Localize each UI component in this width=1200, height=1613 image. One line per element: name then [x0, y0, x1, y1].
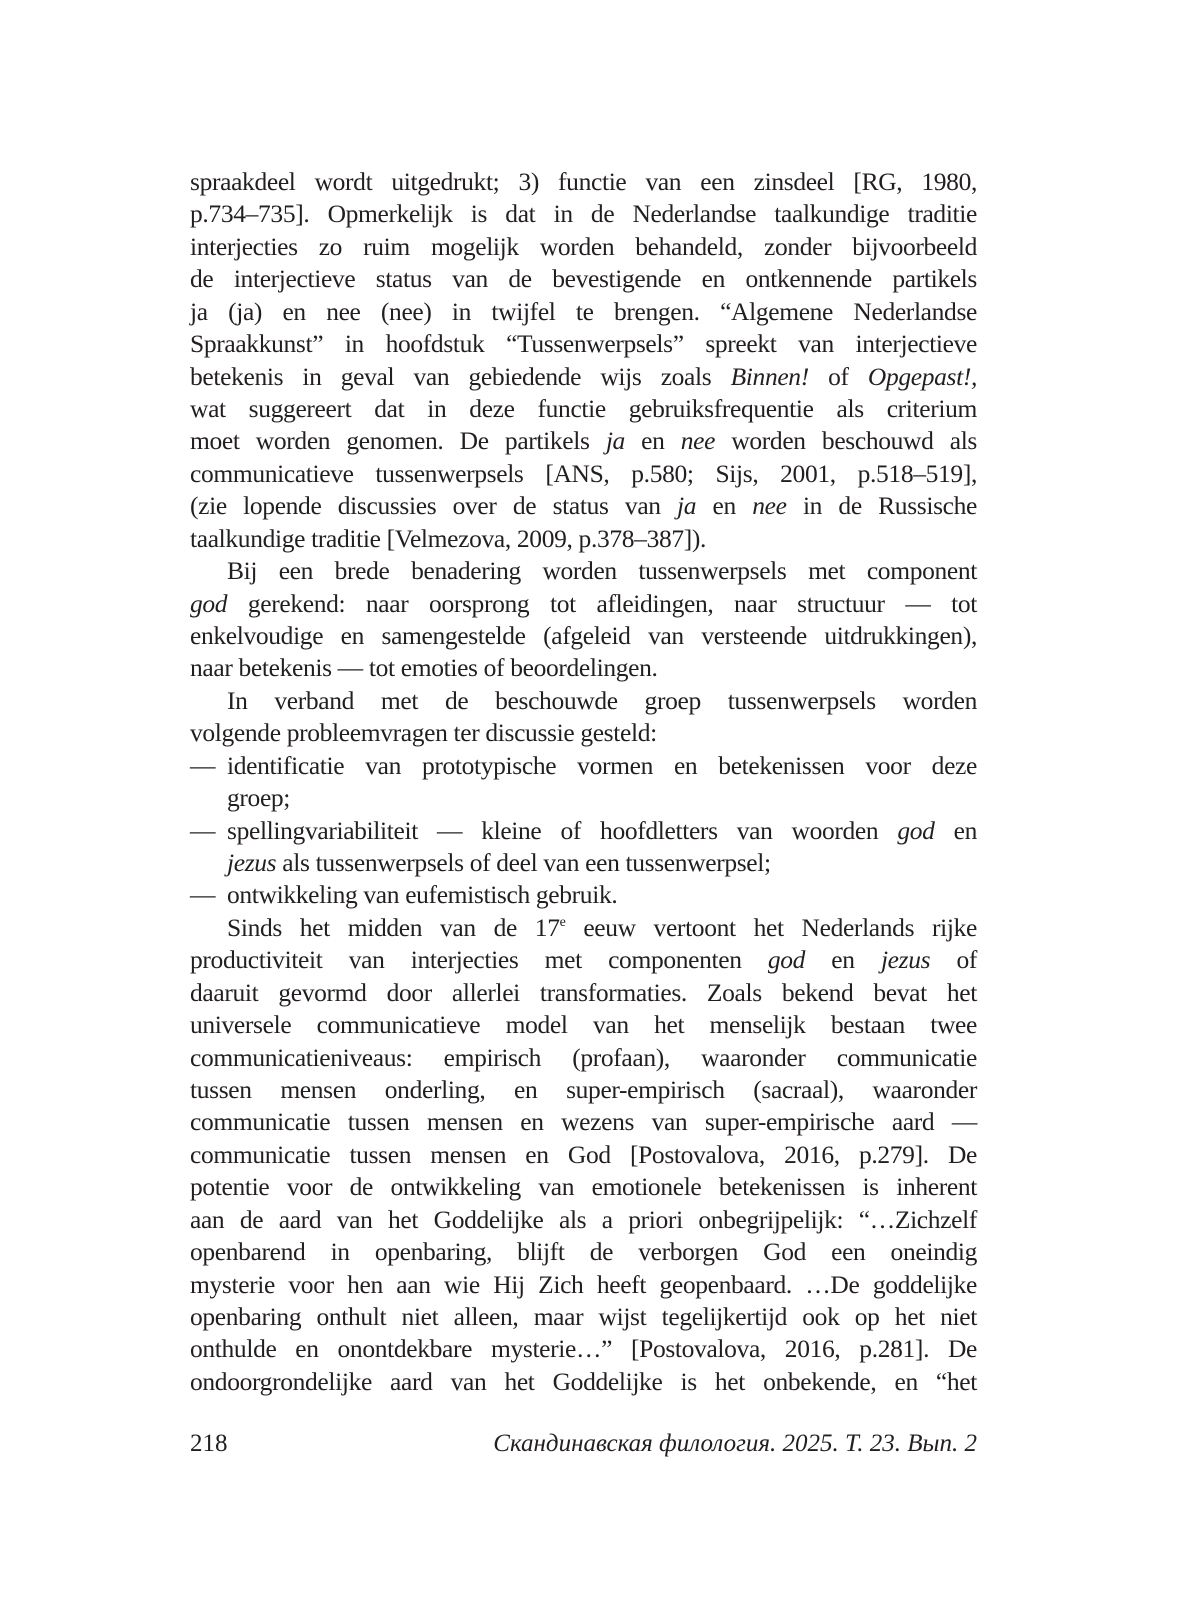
text-segment: volgende probleemvragen ter discussie gesteld:: [190, 718, 657, 748]
text-line: [190, 425, 977, 457]
text-segment: wat suggereert dat in deze functie gebruiksfrequentie als criterium: [190, 394, 977, 423]
text-line: [190, 1171, 977, 1203]
text-segment: moet worden genomen. De partikels: [190, 426, 606, 456]
text-line: [190, 166, 977, 198]
text-segment: identificatie van prototypische vormen en betekenissen voor deze: [227, 750, 977, 780]
text-segment: openbarend in openbaring, blijft de verborgen God een oneindig: [190, 1237, 977, 1267]
italic-term: jezus: [880, 945, 931, 975]
text-line: [190, 879, 977, 911]
text-line: [227, 847, 977, 879]
text-line: [190, 490, 977, 522]
italic-term: ja: [677, 491, 697, 521]
list-dash: —: [190, 815, 216, 845]
text-segment: p.734–735]. Opmerkelijk is dat in de Nederlandse taalkundige traditie: [190, 199, 977, 229]
text-line: [190, 1333, 977, 1365]
text-line: [190, 717, 977, 749]
text-segment: ondoorgrondelijke aard van het Goddelijke is het onbekende, en “het: [190, 1366, 977, 1396]
italic-term: Opgepast!,: [867, 361, 977, 391]
text-segment: openbaring onthult niet alleen, maar wijst tegelijkertijd ook op het niet: [190, 1302, 977, 1332]
text-segment: of: [808, 361, 868, 391]
text-segment: (zie lopende discussies over de status van: [190, 491, 678, 521]
text-line: [190, 1301, 977, 1333]
text-segment: Spraakkunst” in hoofdstuk “Tussenwerpsels” spreekt van interjectieve: [190, 329, 977, 359]
text-segment: mysterie voor hen aan wie Hij Zich heeft geopenbaard. …De goddelijke: [190, 1269, 977, 1299]
text-segment: spraakdeel wordt uitgedrukt; 3) functie van een zinsdeel [RG, 1980,: [190, 167, 977, 196]
text-segment: eeuw vertoont het Nederlands rijke: [565, 912, 977, 942]
text-segment: en: [805, 945, 881, 975]
text-line: [227, 685, 977, 717]
text-segment: tussen mensen onderling, en super-empirisch (sacraal), waaronder: [190, 1075, 977, 1105]
text-segment: In verband met de beschouwde groep tussenwerpsels worden: [227, 685, 977, 715]
text-segment: aan de aard van het Goddelijke als a priori onbegrijpelijk: “…Zichzelf: [190, 1204, 977, 1234]
text-segment: in de Russische: [786, 491, 977, 521]
text-segment: en: [624, 426, 681, 456]
text-line: [190, 458, 977, 490]
text-segment: worden beschouwd als: [715, 426, 977, 456]
text-segment: betekenis in geval van gebiedende wijs zoals: [190, 361, 731, 391]
italic-term: nee: [752, 491, 787, 521]
text-segment: gerekend: naar oorsprong tot afleidingen, naar structuur — tot: [227, 588, 977, 618]
text-line: [190, 296, 977, 328]
text-segment: enkelvoudige en samengestelde (afgeleid van versteende uitdrukkingen),: [190, 621, 977, 651]
text-line: [190, 620, 977, 652]
text-line: [190, 1009, 977, 1041]
superscript: e: [559, 915, 566, 931]
text-line: [190, 328, 977, 360]
text-segment: communicatieniveaus: empirisch (profaan), waaronder communicatie: [190, 1042, 977, 1072]
text-line: [190, 1042, 977, 1074]
text-line: [190, 1236, 977, 1268]
italic-term: ja: [605, 426, 625, 456]
text-line: [190, 198, 977, 230]
italic-term: god: [190, 588, 228, 618]
text-line: [190, 652, 977, 684]
text-line: [190, 1269, 977, 1301]
page-footer: [190, 1428, 977, 1460]
italic-term: jezus: [227, 848, 277, 878]
list-dash: —: [190, 750, 216, 780]
list-dash: —: [190, 880, 216, 910]
text-segment: spellingvariabiliteit — kleine of hoofdletters van woorden: [227, 815, 898, 845]
text-line: [227, 912, 977, 944]
italic-term: god: [767, 945, 806, 975]
text-segment: of: [930, 945, 977, 975]
text-segment: Bij een brede benadering worden tussenwerpsels met component: [227, 556, 977, 586]
text-segment: naar betekenis — tot emoties of beoordelingen.: [190, 653, 658, 683]
text-segment: en: [696, 491, 753, 521]
text-line: [190, 1366, 977, 1398]
text-line: [190, 1106, 977, 1138]
text-line: [190, 263, 977, 295]
text-segment: taalkundige traditie [Velmezova, 2009, p.378–387]).: [190, 523, 707, 553]
text-line: [190, 815, 977, 847]
text-line: [227, 782, 977, 814]
text-segment: ontwikkeling van eufemistisch gebruik.: [227, 880, 618, 910]
text-segment: Sinds het midden van de 17: [227, 912, 560, 942]
text-line: [190, 1139, 977, 1171]
text-segment: productiviteit van interjecties met componenten: [190, 945, 768, 975]
text-line: [190, 1074, 977, 1106]
text-line: [190, 393, 977, 425]
journal-title: Скандинавская филология. 2025. Т. 23. Вып. 2: [493, 1430, 977, 1457]
text-segment: de interjectieve status van de bevestigende en ontkennende partikels: [190, 264, 977, 294]
text-line: [190, 588, 977, 620]
text-line: [227, 555, 977, 587]
text-segment: communicatie tussen mensen en God [Postovalova, 2016, p.279]. De: [190, 1139, 977, 1169]
text-segment: groep;: [227, 783, 291, 813]
text-line: [190, 977, 977, 1009]
text-line: [190, 231, 977, 263]
italic-term: nee: [680, 426, 716, 456]
text-line: [190, 1204, 977, 1236]
text-segment: als tussenwerpsels of deel van een tussenwerpsel;: [276, 848, 771, 878]
text-segment: en: [934, 815, 977, 845]
italic-term: Binnen!: [730, 361, 809, 391]
text-segment: communicatie tussen mensen en wezens van super-empirische aard —: [190, 1107, 977, 1137]
text-segment: ja (ja) en nee (nee) in twijfel te brengen. “Algemene Nederlandse: [190, 296, 977, 326]
page-number: 218: [190, 1430, 228, 1457]
text-segment: daaruit gevormd door allerlei transformaties. Zoals bekend bevat het: [190, 977, 977, 1007]
text-line: [190, 523, 977, 555]
text-line: [190, 944, 977, 976]
text-segment: onthulde en onontdekbare mysterie…” [Postovalova, 2016, p.281]. De: [190, 1334, 977, 1364]
text-segment: interjecties zo ruim mogelijk worden behandeld, zonder bijvoorbeeld: [190, 231, 977, 261]
text-segment: communicatieve tussenwerpsels [ANS, p.580; Sijs, 2001, p.518–519],: [190, 458, 977, 488]
text-segment: universele communicatieve model van het menselijk bestaan twee: [190, 1010, 977, 1040]
text-line: [190, 361, 977, 393]
italic-term: god: [897, 815, 935, 845]
text-line: [190, 750, 977, 782]
text-segment: potentie voor de ontwikkeling van emotionele betekenissen is inherent: [190, 1172, 977, 1202]
